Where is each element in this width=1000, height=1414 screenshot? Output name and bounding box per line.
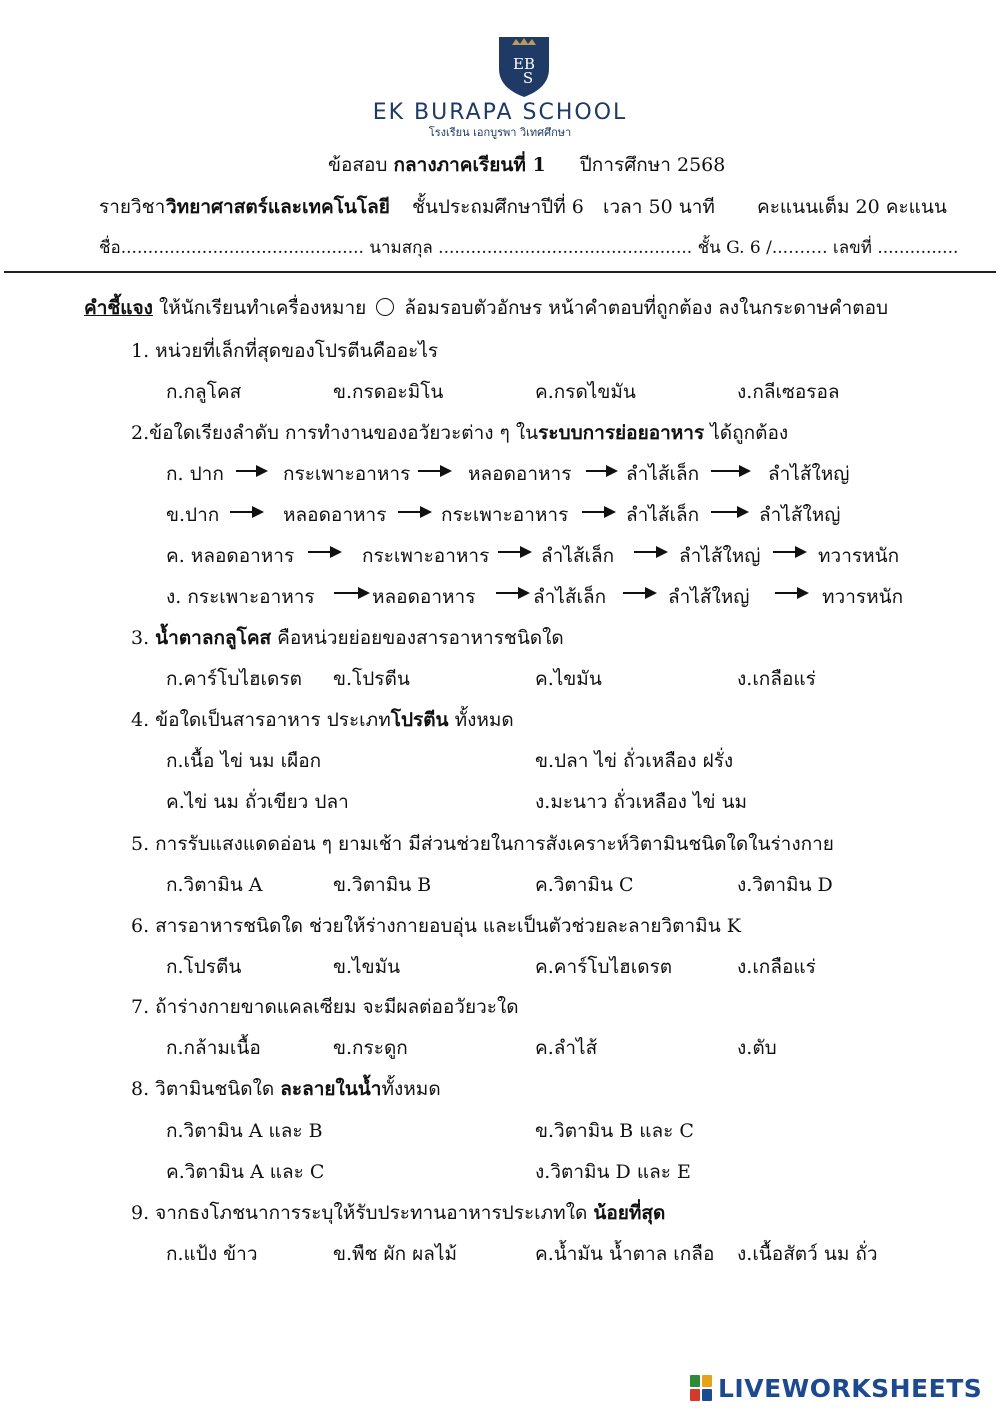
question-8 [131,1074,441,1104]
question-3 [131,623,564,653]
q2c-step-3: ลำไส้เล็ก [541,545,615,567]
q2c-step-5: ทวารหนัก [818,545,900,567]
arrow-icon [623,592,655,594]
arrow-icon [582,511,614,513]
q3-bold: น้ำตาลกลูโคส [155,627,272,649]
q2b-step-1[interactable]: ข.ปาก [166,504,220,526]
q9-choice-a[interactable]: ก.แป้ง ข้าว [166,1243,258,1265]
q5-choice-d[interactable]: ง.วิตามิน D [737,874,833,896]
q4-choice-a[interactable]: ก.เนื้อ ไข่ นม เผือก [166,750,322,772]
q2d-step-4: ลำไส้ใหญ่ [668,586,750,608]
arrow-icon [418,470,450,472]
subject-prefix: รายวิชา [99,196,166,218]
q6-choice-d[interactable]: ง.เกลือแร่ [737,956,816,978]
exam-time: เวลา 50 นาที [603,196,715,218]
full-score: คะแนนเต็ม 20 คะแนน [757,196,947,218]
arrow-icon [775,592,807,594]
q2d-step-5: ทวารหนัก [822,586,904,608]
q1-choice-b[interactable]: ข.กรดอะมิโน [333,381,444,403]
q7-choice-b[interactable]: ข.กระดูก [333,1037,408,1059]
arrow-icon [230,511,262,513]
student-info-line: ชื่อ............................................. นามสกุล ............................................... ชั้น G. 6 /...……. เลขที่ ............... [99,238,959,258]
q2a-step-2: กระเพาะอาหาร [283,463,411,485]
q1-choice-a[interactable]: ก.กลูโคส [166,381,242,403]
question-2 [131,418,788,448]
q2c-step-1[interactable]: ค. หลอดอาหาร [166,545,295,567]
school-crest-logo [495,33,553,99]
exam-year: ปีการศึกษา 2568 [579,154,726,176]
q2a-step-4: ลำไส้เล็ก [626,463,700,485]
q2d-step-2: หลอดอาหาร [372,586,476,608]
arrow-icon [334,592,368,594]
exam-prefix: ข้อสอบ [328,154,388,176]
q2-text-bold: ระบบการย่อยอาหาร [538,422,705,444]
circle-mark-icon [376,298,394,316]
q2-text-b: ได้ถูกต้อง [704,422,789,444]
arrow-icon [308,551,340,553]
q1-choice-c[interactable]: ค.กรดไขมัน [535,381,636,403]
q2b-step-3: กระเพาะอาหาร [441,504,569,526]
q9-choice-d[interactable]: ง.เนื้อสัตว์ นม ถั่ว [737,1243,878,1265]
q9-bold: น้อยที่สุด [593,1202,666,1224]
q2b-step-5: ลำไส้ใหญ่ [759,504,841,526]
q5-choice-b[interactable]: ข.วิตามิน B [333,874,432,896]
q3-number: 3. [131,627,156,649]
arrow-icon [236,470,266,472]
arrow-icon [496,592,528,594]
exam-term: กลางภาคเรียนที่ 1 [393,154,546,176]
q2-text-a: 2.ข้อใดเรียงลำดับ การทำงานของอวัยวะต่าง ๆ ใน [131,422,539,444]
header-divider [4,271,996,273]
q3-choice-d[interactable]: ง.เกลือแร่ [737,668,816,690]
question-5: 5. การรับแสงแดดอ่อน ๆ ยามเช้า มีส่วนช่วยในการสังเคราะห์วิตามินชนิดใดในร่างกาย [131,833,834,855]
logo-monogram-top: EB [513,55,535,73]
q9-choice-b[interactable]: ข.พืช ผัก ผลไม้ [333,1243,458,1265]
question-9 [131,1198,665,1228]
q2d-step-3: ลำไส้เล็ก [533,586,607,608]
q8-choice-a[interactable]: ก.วิตามิน A และ B [166,1120,323,1142]
arrow-icon [498,551,530,553]
school-subtitle: โรงเรียน เอกบูรพา วิเทศศึกษา [428,126,572,139]
arrow-icon [773,551,805,553]
q3-choice-c[interactable]: ค.ไขมัน [535,668,602,690]
q7-choice-a[interactable]: ก.กล้ามเนื้อ [166,1037,261,1059]
q3-choice-a[interactable]: ก.คาร์โบไฮเดรต [166,668,302,690]
grade-level: ชั้นประถมศึกษาปีที่ 6 [412,196,584,218]
arrow-icon [586,470,616,472]
q2c-step-4: ลำไส้ใหญ่ [679,545,761,567]
q8-text-b: ทั้งหมด [381,1078,441,1100]
logo-monogram-bottom: S [522,69,534,87]
liveworksheets-logo-icon [690,1375,714,1401]
q2d-step-1[interactable]: ง. กระเพาะอาหาร [166,586,315,608]
liveworksheets-brand[interactable]: LIVEWORKSHEETS [718,1374,983,1403]
q8-choice-c[interactable]: ค.วิตามิน A และ C [166,1161,325,1183]
q2c-step-2: กระเพาะอาหาร [362,545,490,567]
q7-choice-d[interactable]: ง.ตับ [737,1037,777,1059]
q2a-step-3: หลอดอาหาร [468,463,572,485]
q3-rest: คือหน่วยย่อยของสารอาหารชนิดใด [271,627,564,649]
q3-choice-b[interactable]: ข.โปรตีน [333,668,410,690]
q2a-step-5: ลำไส้ใหญ่ [768,463,850,485]
q2b-step-2: หลอดอาหาร [283,504,387,526]
q4-choice-b[interactable]: ข.ปลา ไข่ ถั่วเหลือง ฝรั่ง [535,750,734,772]
question-1: 1. หน่วยที่เล็กที่สุดของโปรตีนคืออะไร [131,340,439,362]
q8-choice-b[interactable]: ข.วิตามิน B และ C [535,1120,694,1142]
q4-choice-d[interactable]: ง.มะนาว ถั่วเหลือง ไข่ นม [535,791,748,813]
arrow-icon [634,551,666,553]
q8-choice-d[interactable]: ง.วิตามิน D และ E [535,1161,691,1183]
q6-choice-b[interactable]: ข.ไขมัน [333,956,401,978]
arrow-icon [711,511,747,513]
school-name: EK BURAPA SCHOOL [372,100,628,125]
q9-text-a: 9. จากธงโภชนาการระบุให้รับประทานอาหารประเภทใด [131,1202,594,1224]
q1-choice-d[interactable]: ง.กลีเซอรอล [737,381,840,403]
q4-text-a: 4. ข้อใดเป็นสารอาหาร ประเภท [131,709,391,731]
question-6: 6. สารอาหารชนิดใด ช่วยให้ร่างกายอบอุ่น และเป็นตัวช่วยละลายวิตามิน K [131,915,741,937]
q2a-step-1[interactable]: ก. ปาก [166,463,224,485]
instruction-label: คำชี้แจง [84,297,153,319]
q5-choice-c[interactable]: ค.วิตามิน C [535,874,634,896]
instruction-text-b: ล้อมรอบตัวอักษร หน้าคำตอบที่ถูกต้อง ลงในกระดาษคำตอบ [404,297,889,319]
arrow-icon [711,470,749,472]
instruction [84,293,888,323]
q5-choice-a[interactable]: ก.วิตามิน A [166,874,263,896]
instruction-text-a: ให้นักเรียนทำเครื่องหมาย [158,297,367,319]
q6-choice-a[interactable]: ก.โปรตีน [166,956,242,978]
q2b-step-4: ลำไส้เล็ก [626,504,700,526]
q7-choice-c[interactable]: ค.ลำไส้ [535,1037,598,1059]
question-4 [131,705,514,735]
q8-text-a: 8. วิตามินชนิดใด [131,1078,281,1100]
question-7: 7. ถ้าร่างกายขาดแคลเซียม จะมีผลต่ออวัยวะใด [131,996,519,1018]
q4-text-b: ทั้งหมด [448,709,514,731]
exam-title-line [328,150,725,180]
q4-choice-c[interactable]: ค.ไข่ นม ถั่วเขียว ปลา [166,791,349,813]
subject-name: วิทยาศาสตร์และเทคโนโลยี [166,196,390,218]
q9-choice-c[interactable]: ค.น้ำมัน น้ำตาล เกลือ [535,1243,715,1265]
q4-bold: โปรตีน [390,709,449,731]
q6-choice-c[interactable]: ค.คาร์โบไฮเดรต [535,956,673,978]
arrow-icon [398,511,430,513]
q8-bold: ละลายในน้ำ [280,1078,382,1100]
